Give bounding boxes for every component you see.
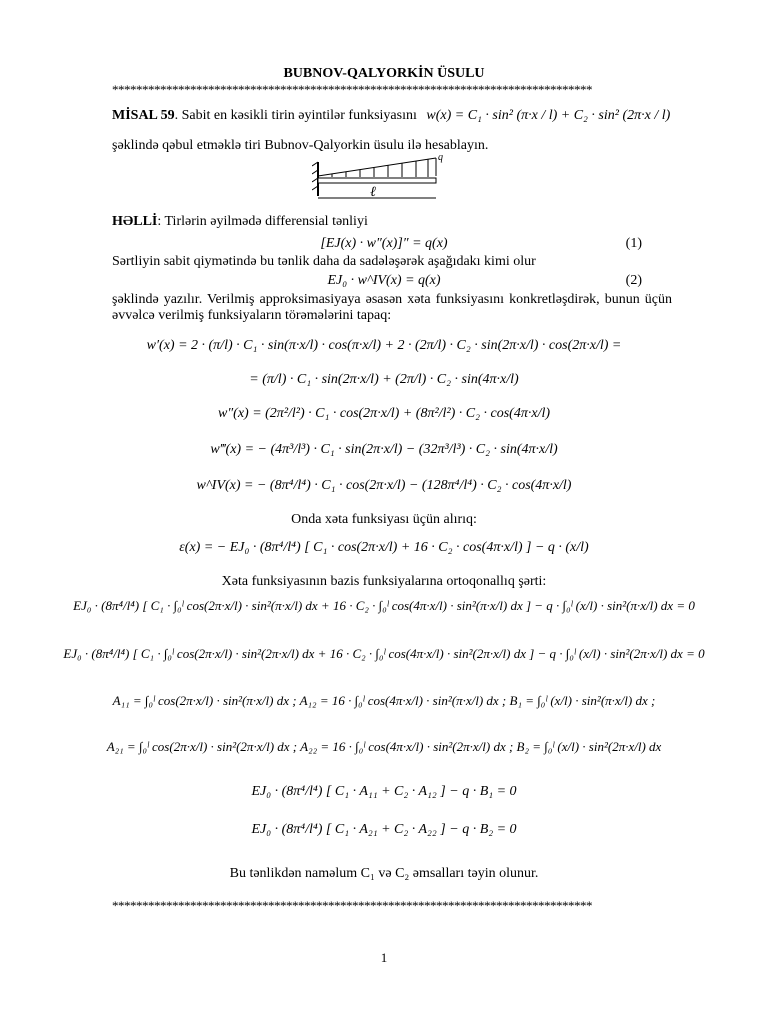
length-label: ℓ xyxy=(370,185,376,200)
ortho-intro: Xəta funksiyasının bazis funksiyalarına ortoqonallıq şərti: xyxy=(221,574,547,589)
solution-text-2: Sərtliyin sabit qiymətində bu tənlik daha da sadələşərək aşağıdakı kimi olur xyxy=(112,254,536,269)
coefficients-row-2: A₂₁ = ∫₀ˡ cos(2π·x/l) · sin²(2π·x/l) dx ; A₂₂ = 16 · ∫₀ˡ cos(4π·x/l) · sin²(2π·x/l) dx ; B₂ = ∫₀ˡ (x/l) · sin²(2π·x/l) dx xyxy=(106,739,662,754)
beam-icon xyxy=(318,178,436,183)
ortho-equation-2: EJ₀ · (8π⁴/l⁴) [ C₁ · ∫₀ˡ cos(2π·x/l) · sin²(2π·x/l) dx + 16 · C₂ · ∫₀ˡ cos(4π·x/l) · sin²(2π·x/l) dx ] − q · ∫₀ˡ (x/l) · sin²(2π·x/l) dx = 0 xyxy=(63,646,705,661)
derivative-4: w^IV(x) = − (8π⁴/l⁴) · C₁ · cos(2π·x/l) − (128π⁴/l⁴) · C₂ · cos(4π·x/l) xyxy=(196,478,572,493)
derivative-3: w‴(x) = − (4π³/l³) · C₁ · sin(2π·x/l) − (32π³/l³) · C₂ · sin(4π·x/l) xyxy=(210,442,558,457)
fixed-support-icon xyxy=(312,162,318,196)
problem-statement xyxy=(112,108,672,124)
error-intro: Onda xəta funksiyası üçün alırıq: xyxy=(291,512,477,527)
derivative-1: w′(x) = 2 · (π/l) · C₁ · sin(π·x/l) · cos(π·x/l) + 2 · (2π/l) · C₂ · sin(2π·x/l) · cos(2π·x/l) = xyxy=(146,338,622,353)
problem-label: MİSAL 59 xyxy=(112,108,175,123)
conclusion: Bu tənlikdən naməlum C₁ və C₂ əmsalları təyin olunur. xyxy=(229,866,539,881)
error-equation: ε(x) = − EJ₀ · (8π⁴/l⁴) [ C₁ · cos(2π·x/l) + 16 · C₂ · cos(4π·x/l) ] − q · (x/l) xyxy=(179,540,589,555)
page-title: BUBNOV-QALYORKİN ÜSULU xyxy=(283,66,485,81)
derivative-2: w″(x) = (2π²/l²) · C₁ · cos(2π·x/l) + (8π²/l²) · C₂ · cos(4π·x/l) xyxy=(217,406,551,421)
solution-label: HƏLLİ xyxy=(112,214,158,229)
solution-text: : Tirlərin əyilmədə differensial tənliyi xyxy=(157,214,368,229)
beam-diagram xyxy=(312,150,452,212)
derivative-1b: = (π/l) · C₁ · sin(2π·x/l) + (2π/l) · C₂ · sin(4π·x/l) xyxy=(249,372,519,387)
problem-text: . Sabit en kəsikli tirin əyintilər funksiyasını xyxy=(174,108,417,123)
system-equation-1: EJ₀ · (8π⁴/l⁴) [ C₁ · A₁₁ + C₂ · A₁₂ ] − q · B₁ = 0 xyxy=(251,784,517,799)
separator-bottom: ******************************************************************************** xyxy=(112,898,592,913)
coefficients-row-1: A₁₁ = ∫₀ˡ cos(2π·x/l) · sin²(π·x/l) dx ; A₁₂ = 16 · ∫₀ˡ cos(4π·x/l) · sin²(π·x/l) dx ; B₁ = ∫₀ˡ (x/l) · sin²(π·x/l) dx ; xyxy=(112,693,656,708)
load-label: q xyxy=(438,152,443,163)
solution-intro xyxy=(112,214,672,230)
solution-text-3: şəklində yazılır. Verilmiş approksimasiyaya əsasən xəta funksiyasını konkretləşdirək, bunun üçün əvvəlcə verilmiş funksiyaların törəmələrini tapaq: xyxy=(112,292,672,323)
problem-text-2: şəklində qəbul etməklə tiri Bubnov-Qalyorkin üsulu ilə hesablayın. xyxy=(112,138,489,153)
ortho-equation-1: EJ₀ · (8π⁴/l⁴) [ C₁ · ∫₀ˡ cos(2π·x/l) · sin²(π·x/l) dx + 16 · C₂ · ∫₀ˡ cos(4π·x/l) · sin²(π·x/l) dx ] − q · ∫₀ˡ (x/l) · sin²(π·x/l) dx = 0 xyxy=(73,598,695,613)
equation-2: EJ₀ · w^IV(x) = q(x) xyxy=(327,273,441,288)
page-number: 1 xyxy=(380,950,388,965)
equation-1: [EJ(x) · w″(x)]″ = q(x) xyxy=(320,236,448,251)
triangular-load-icon xyxy=(318,158,436,177)
separator-top: ******************************************************************************** xyxy=(112,82,592,97)
system-equation-2: EJ₀ · (8π⁴/l⁴) [ C₁ · A₂₁ + C₂ · A₂₂ ] − q · B₂ = 0 xyxy=(251,822,517,837)
problem-formula: w(x) = C₁ · sin² (π·x / l) + C₂ · sin² (2π·x / l) xyxy=(426,108,671,123)
equation-1-number: (1) xyxy=(625,236,642,251)
equation-2-number: (2) xyxy=(625,273,642,288)
